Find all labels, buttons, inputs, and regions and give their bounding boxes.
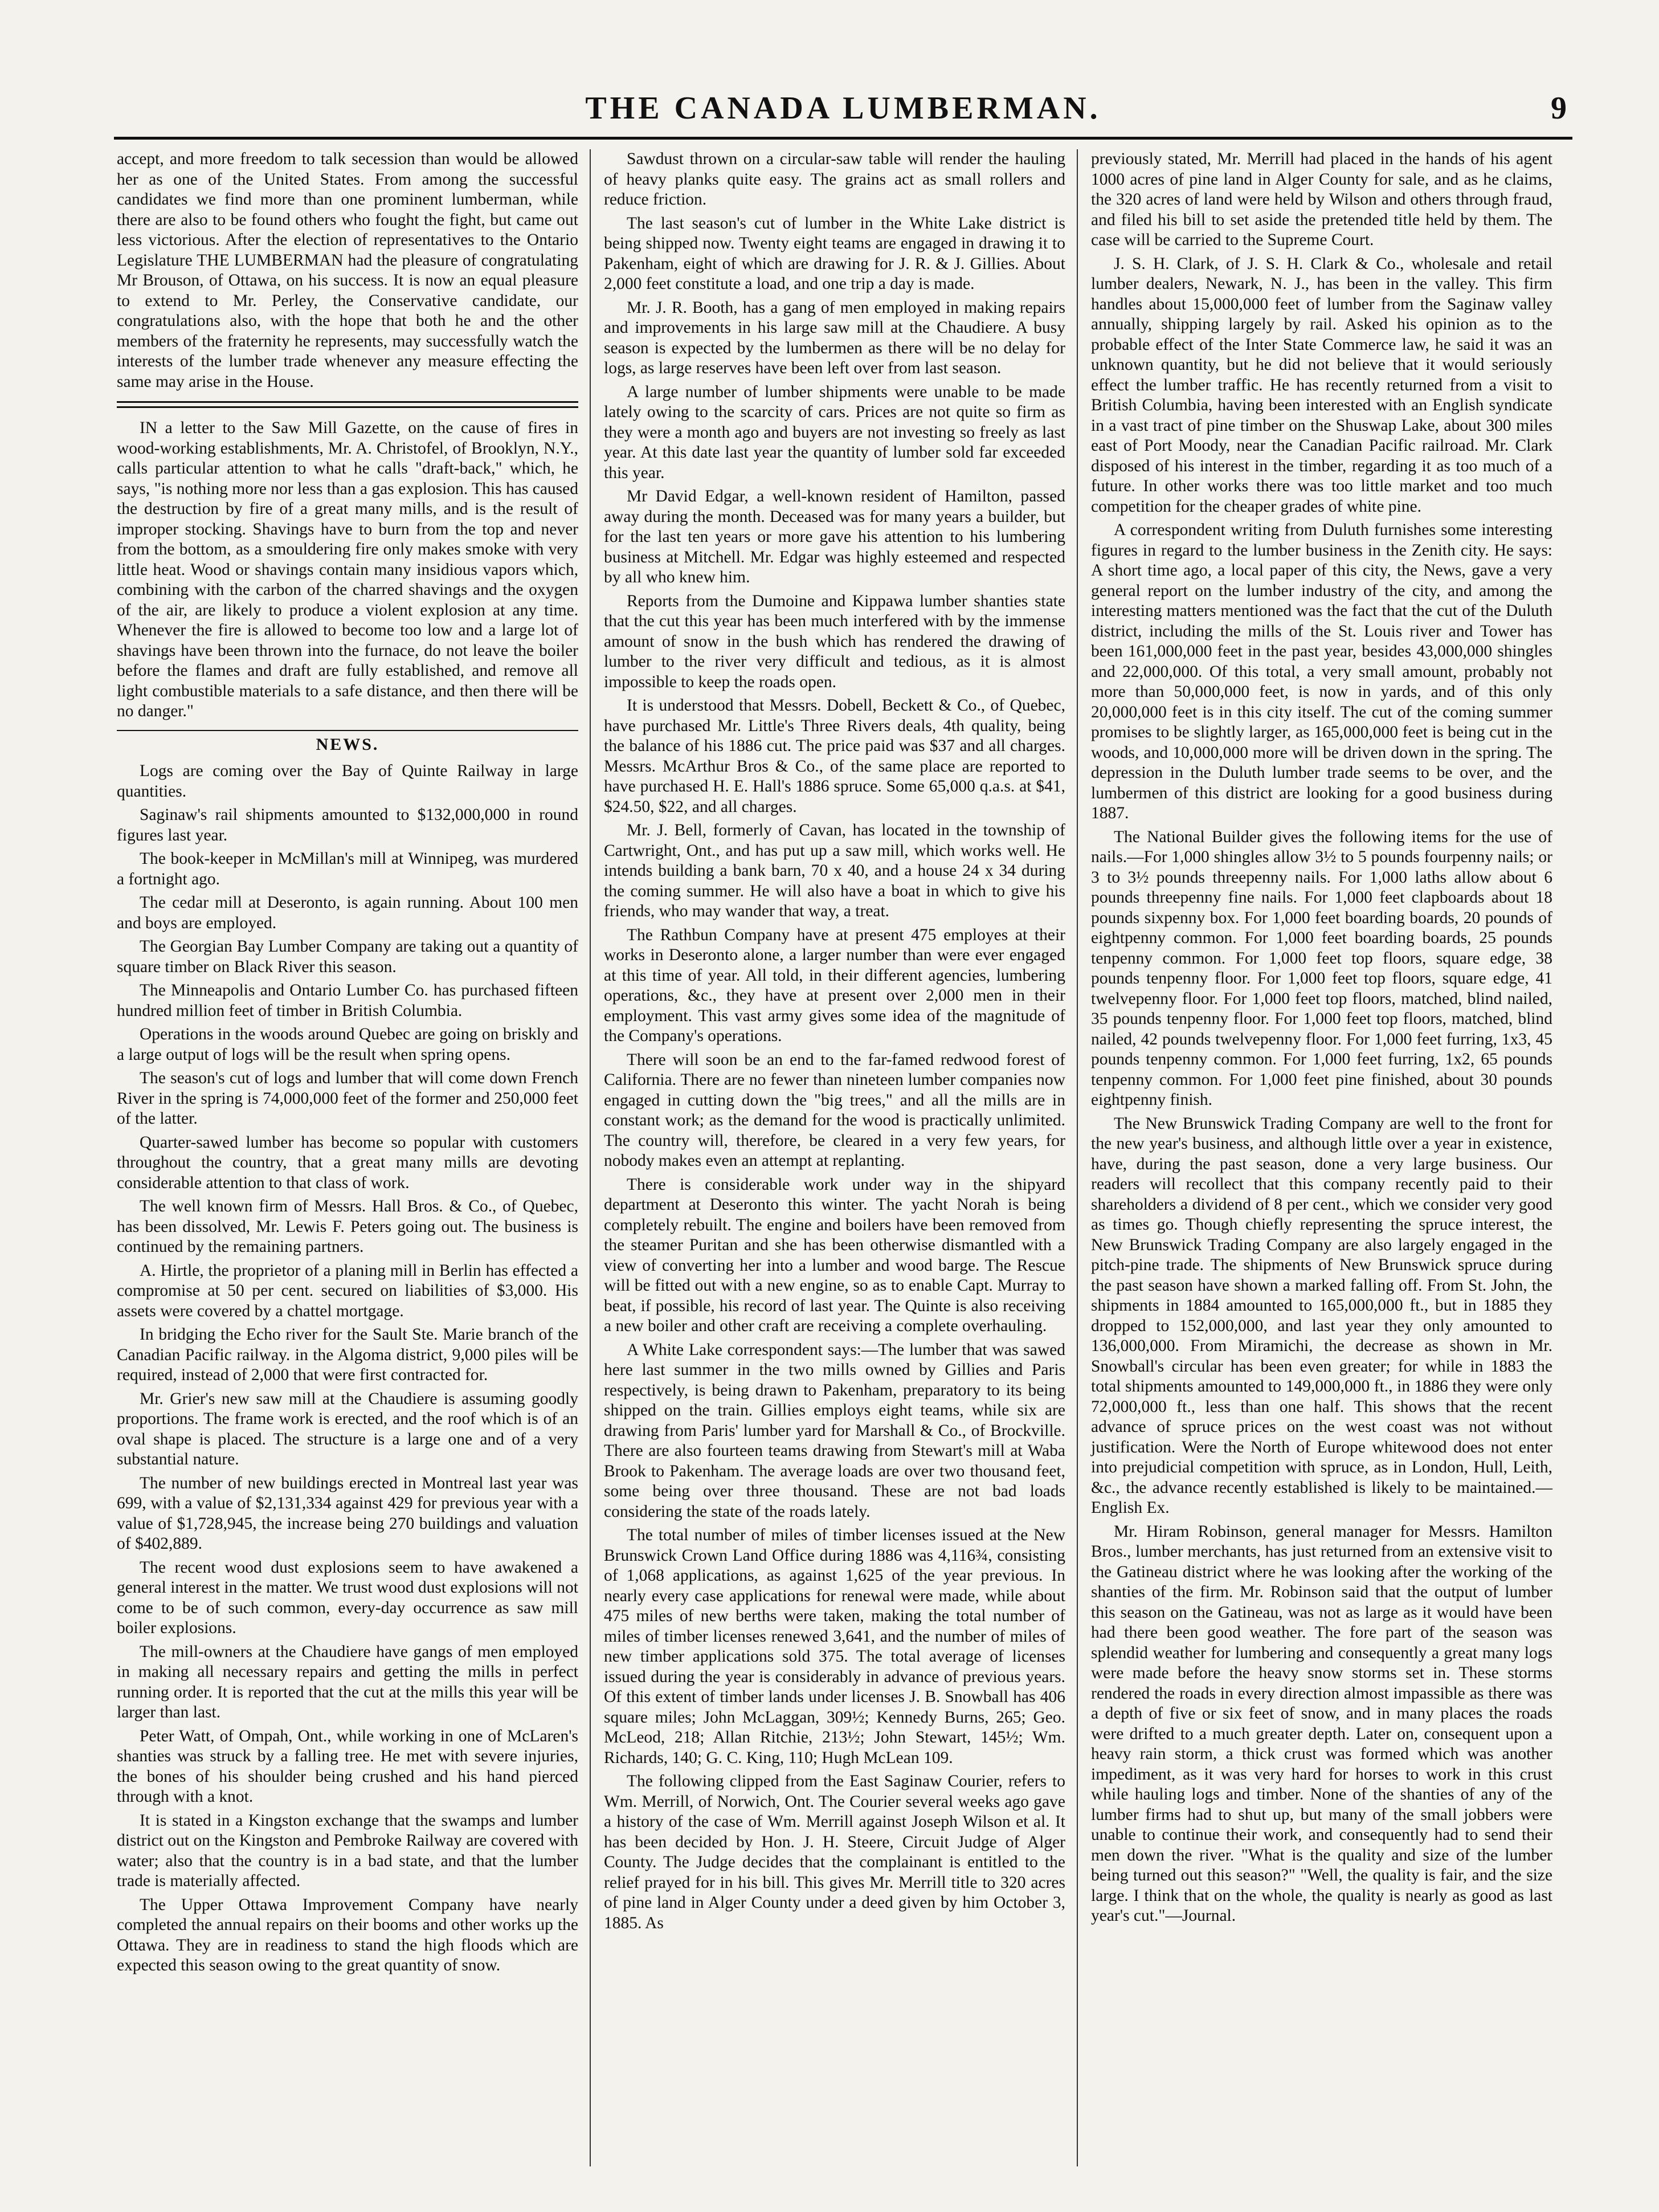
article-paragraph: accept, and more freedom to talk secession than would be allowed her as one of the United States. From among the successful candidates we find more than one prominent lumberman, while there are also to be found others who fought the fight, but came out less victorious. After the election of representatives to the Ontario Legislature THE LUMBERMAN had the pleasure of congratulating Mr Brouson, of Ottawa, on his success. It is now an equal pleasure to extend to Mr. Perley, the Conservative candidate, our congratulations also, with the hope that both he and the other members of the fraternity he represents, may successfully watch the interests of the lumber trade whenever any measure effecting the same may arise in the House.: [117, 150, 578, 391]
article-paragraph: There will soon be an end to the far-famed redwood forest of California. There are no fewer than nineteen lumber companies now engaged in cutting down the "big trees," and all the mills are in constant work; as the demand for the wood is practically unlimited. The country will, therefore, be cleared in a very few years, for nobody makes even an attempt at replanting.: [604, 1050, 1065, 1170]
article-paragraph: Mr. J. Bell, formerly of Cavan, has located in the township of Cartwright, Ont., and has put up a saw mill, which works well. He intends building a bank barn, 70 x 40, and a house 24 x 34 during the coming summer. He will also have a boat in which to give his friends, who may wander that way, a treat.: [604, 821, 1065, 920]
article-paragraph: It is stated in a Kingston exchange that the swamps and lumber district out on the Kingston and Pembroke Railway are covered with water; also that the country is in a bad state, and that the lumber trade is materially affected.: [117, 1811, 578, 1890]
article-paragraph: Mr David Edgar, a well-known resident of Hamilton, passed away during the month. Deceased was for many years a builder, but for the last ten years or more gave his attention to his lumbering business at Mitchell. Mr. Edgar was highly esteemed and respected by all who knew him.: [604, 487, 1065, 586]
article-paragraph: Quarter-sawed lumber has become so popular with customers throughout the country, that a great many mills are devoting considerable attention to that class of work.: [117, 1133, 578, 1192]
article-paragraph: The total number of miles of timber licenses issued at the New Brunswick Crown Land Office during 1886 was 4,116¾, consisting of 1,068 applications, as against 1,625 of the year previous. In nearly every case applications for renewal were made, while about 475 miles of new berths were taken, making the total number of miles of timber licenses renewed 3,641, and the number of miles of new timber applications sold 375. The total average of licenses issued during the year is considerably in advance of previous years. Of this extent of timber lands under licenses J. B. Snowball has 406 square miles; John McLaggan, 309½; Kennedy Burns, 265; Geo. McLeod, 218; Allan Ritchie, 213½; John Stewart, 145½; Wm. Richards, 140; G. C. King, 110; Hugh McLean 109.: [604, 1526, 1065, 1767]
article-paragraph: A correspondent writing from Duluth furnishes some interesting figures in regard to the lumber business in the Zenith city. He says: A short time ago, a local paper of this city, the News, gave a very general report on the lumber industry of the city, and among the interesting matters mentioned was the fact that the cut of the Duluth district, including the mills of the St. Louis river and Tower has been 161,000,000 feet in the past year, besides 43,000,000 shingles and 22,000,000. Of this total, a very small amount, probably not more than 50,000,000 feet, is now in yards, and of this only 20,000,000 feet is in this city itself. The cut of the coming summer promises to be slightly larger, as 165,000,000 feet is being cut in the woods, and 10,000,000 more will be driven down in the spring. The depression in the Duluth lumber trade seems to be over, and the lumbermen of this district are looking for a good business during 1887.: [1091, 521, 1552, 822]
article-paragraph: The well known firm of Messrs. Hall Bros. & Co., of Quebec, has been dissolved, Mr. Lewis F. Peters going out. The business is continued by the remaining partners.: [117, 1197, 578, 1256]
article-paragraph: J. S. H. Clark, of J. S. H. Clark & Co., wholesale and retail lumber dealers, Newark, N. J., has been in the valley. This firm handles about 15,000,000 feet of lumber from the Saginaw valley annually, shipping largely by rail. Asked his opinion as to the probable effect of the Inter State Commerce law, he said it was an unknown quantity, but he did not believe that it would seriously effect the lumber traffic. He has recently returned from a visit to British Columbia, having been interested with an English syndicate in a vast tract of pine timber on the Shuswap Lake, about 300 miles east of Port Moody, near the Canadian Pacific railroad. Mr. Clark disposed of his interest in the timber, regarding it as too much of a future. In other works there was too little market and too much competition for the cheaper grades of white pine.: [1091, 254, 1552, 516]
page-number: 9: [1551, 91, 1567, 126]
article-paragraph: The book-keeper in McMillan's mill at Winnipeg, was murdered a fortnight ago.: [117, 850, 578, 888]
column-1: [117, 149, 578, 1980]
article-paragraph: A White Lake correspondent says:—The lumber that was sawed here last summer in the two mills owned by Gillies and Paris respectively, is being drawn to Pakenham, preparatory to its being shipped on the train. Gillies employs eight teams, while six are drawing from Paris' lumber yard for Marshall & Co., of Brockville. There are also fourteen teams drawing from Stewart's mill at Waba Brook to Pakenham. The average loads are over two thousand feet, some being over three thousand. These are not bad loads considering the state of the roads lately.: [604, 1340, 1065, 1521]
article-paragraph: The mill-owners at the Chaudiere have gangs of men employed in making all necessary repairs and getting the mills in perfect running order. It is reported that the cut at the mills this year will be larger than last.: [117, 1642, 578, 1721]
column-2: [604, 149, 1065, 1937]
article-paragraph: The recent wood dust explosions seem to have awakened a general interest in the matter. We trust wood dust explosions will not come to be of such common, every-day occurrence as saw mill boiler explosions.: [117, 1558, 578, 1637]
article-paragraph: previously stated, Mr. Merrill had placed in the hands of his agent 1000 acres of pine land in Alger County for sale, and as he claims, the 320 acres of land were held by Wilson and others through fraud, and filed his bill to set aside the pretended title held by them. The case will be carried to the Supreme Court.: [1091, 150, 1552, 249]
article-paragraph: The last season's cut of lumber in the White Lake district is being shipped now. Twenty eight teams are engaged in drawing it to Pakenham, eight of which are drawing for J. R. & J. Gillies. About 2,000 feet constitute a load, and one trip a day is made.: [604, 214, 1065, 293]
page-header: [114, 85, 1572, 140]
article-paragraph: The National Builder gives the following items for the use of nails.—For 1,000 shingles allow 3½ to 5 pounds fourpenny nails; or 3 to 3½ pounds threepenny nails. For 1,000 laths allow about 6 pounds threepenny fine nails. For 1,000 feet clapboards about 18 pounds sixpenny box. For 1,000 feet boarding boards, 20 pounds of eightpenny common. For 1,000 feet boarding boards, 25 pounds tenpenny common. For 1,000 feet top floors, square edge, 38 pounds tenpenny floor. For 1,000 feet top floors, square edge, 41 twelvepenny floor. For 1,000 feet top floors, matched, blind nailed, 35 pounds tenpenny floor. For 1,000 feet top floors, matched, blind nailed, 42 pounds twelvepenny floor. For 1,000 feet furring, 1x3, 45 pounds tenpenny common. For 1,000 feet furring, 1x2, 65 pounds tenpenny common. For 1,000 feet pine finished, about 30 pounds eightpenny finish.: [1091, 827, 1552, 1109]
article-paragraph: The Georgian Bay Lumber Company are taking out a quantity of square timber on Black River this season.: [117, 937, 578, 976]
column-3: [1091, 149, 1552, 1930]
article-paragraph: The number of new buildings erected in Montreal last year was 699, with a value of $2,131,334 against 429 for previous year with a value of $1,728,945, the increase being 270 buildings and valuation of $402,889.: [117, 1474, 578, 1553]
article-paragraph: It is understood that Messrs. Dobell, Beckett & Co., of Quebec, have purchased Mr. Little's Three Rivers deals, 4th quality, being the balance of his 1886 cut. The price paid was $37 and all charges. Messrs. McArthur Bros & Co., of the same place are reported to have purchased H. E. Hall's 1886 spruce. Some 65,000 q.a.s. at $41, $24.50, $22, and all charges.: [604, 696, 1065, 816]
article-paragraph: IN a letter to the Saw Mill Gazette, on the cause of fires in wood-working establishments, Mr. A. Christofel, of Brooklyn, N.Y., calls particular attention to what he calls "draft-back," which, he says, "is nothing more nor less than a gas explosion. This has caused the destruction by fire of a great many mills, and is the result of improper stocking. Shavings have to burn from the top and never from the bottom, as a smouldering fire only makes smoke with very little heat. Wood or shavings contain many insidious vapors which, combining with the carbon of the charred shavings and the oxygen of the air, are likely to produce a violent explosion at any time. Whenever the fire is allowed to become too low and a large lot of shavings have been thrown into the furnace, do not leave the boiler before the flames and draft are fully established, and remove all light combustible materials to a safe distance, and then there will be no danger.": [117, 419, 578, 720]
article-paragraph: The season's cut of logs and lumber that will come down French River in the spring is 74,000,000 feet of the former and 250,000 feet of the latter.: [117, 1069, 578, 1128]
article-paragraph: Mr. Hiram Robinson, general manager for Messrs. Hamilton Bros., lumber merchants, has just returned from an extensive visit to the Gatineau district where he was looking after the working of the shanties of the firm. Mr. Robinson said that the output of lumber this season on the Gatineau, was not as large as it would have been had there been good weather. The fore part of the season was splendid weather for lumbering and consequently a great many logs were made before the heavy snow storms set in. These storms rendered the roads in every direction almost impassible as there was a depth of five or six feet of snow, and in many places the roads were drifted to a much greater depth. Later on, consequent upon a heavy rain storm, a thick crust was formed which was another impediment, as it was very hard for horses to work in this crust while hauling logs and timber. None of the shanties of any of the lumber firms had to shut up, but many of the small jobbers were unable to continue their work, and consequently had to send their men down the river. "What is the quality and size of the lumber being turned out this season?" "Well, the quality is fair, and the size large. I think that on the whole, the quality is nearly as good as last year's cut."—Journal.: [1091, 1522, 1552, 1925]
section-heading: NEWS.: [117, 730, 578, 755]
article-paragraph: The Upper Ottawa Improvement Company have nearly completed the annual repairs on their booms and other works up the Ottawa. They are in readiness to stand the high floods which are expected this season owing to the great quantity of snow.: [117, 1895, 578, 1974]
article-paragraph: Operations in the woods around Quebec are going on briskly and a large output of logs will be the result when spring opens.: [117, 1025, 578, 1064]
article-paragraph: A large number of lumber shipments were unable to be made lately owing to the scarcity of cars. Prices are not quite so firm as they were a month ago and buyers are not investing so freely as last year. At this date last year the quantity of lumber sold far exceeded this year.: [604, 382, 1065, 482]
article-paragraph: The Minneapolis and Ontario Lumber Co. has purchased fifteen hundred million feet of timber in British Columbia.: [117, 981, 578, 1020]
article-paragraph: The Rathbun Company have at present 475 employes at their works in Deseronto alone, a larger number than were ever engaged at this time of year. All told, in their different agencies, lumbering operations, &c., they have at present over 2,000 men in their employment. This vast army gives some idea of the magnitude of the Company's operations.: [604, 925, 1065, 1045]
article-paragraph: The following clipped from the East Saginaw Courier, refers to Wm. Merrill, of Norwich, Ont. The Courier several weeks ago gave a history of the case of Wm. Merrill against Joseph Wilson et al. It has been decided by Hon. J. H. Steere, Circuit Judge of Alger County. The Judge decides that the complainant is entitled to the relief prayed for in his bill. This gives Mr. Merrill title to 320 acres of pine land in Alger County under a deed given by him October 3, 1885. As: [604, 1772, 1065, 1932]
article-paragraph: Sawdust thrown on a circular-saw table will render the hauling of heavy planks quite easy. The grains act as small rollers and reduce friction.: [604, 150, 1065, 209]
article-paragraph: There is considerable work under way in the shipyard department at Deseronto this winter. The yacht Norah is being completely rebuilt. The engine and boilers have been removed from the steamer Puritan and she has been otherwise dismantled with a view of converting her into a lumber and wood barge. The Rescue will be fitted out with a new engine, so as to enable Capt. Murray to beat, if possible, his record of last year. The Quinte is also receiving a new boiler and other craft are receiving a complete overhauling.: [604, 1175, 1065, 1335]
article-paragraph: A. Hirtle, the proprietor of a planing mill in Berlin has effected a compromise at 50 per cent. secured on liabilities of $3,000. His assets were covered by a chattel mortgage.: [117, 1261, 578, 1320]
article-paragraph: Logs are coming over the Bay of Quinte Railway in large quantities.: [117, 762, 578, 801]
column-rule: [1077, 149, 1078, 2166]
article-paragraph: Saginaw's rail shipments amounted to $132,000,000 in round figures last year.: [117, 806, 578, 844]
article-paragraph: Mr. Grier's new saw mill at the Chaudiere is assuming goodly proportions. The frame work is erected, and the roof which is of an oval shape is placed. The structure is a large one and of a very substantial nature.: [117, 1389, 578, 1468]
article-paragraph: In bridging the Echo river for the Sault Ste. Marie branch of the Canadian Pacific railway. in the Algoma district, 9,000 piles will be required, instead of 2,000 that were first contracted for.: [117, 1325, 578, 1384]
article-paragraph: Peter Watt, of Ompah, Ont., while working in one of McLaren's shanties was struck by a falling tree. He met with severe injuries, the bones of his shoulder being crushed and his hand pierced through with a knot.: [117, 1727, 578, 1806]
article-paragraph: The New Brunswick Trading Company are well to the front for the new year's business, and although little over a year in existence, have, during the past season, done a very large business. Our readers will recollect that this company recently paid to their shareholders a dividend of 8 per cent., which we consider very good as times go. Though chiefly representing the spruce interest, the New Brunswick Trading Company are also largely engaged in the pitch-pine trade. The shipments of New Brunswick spruce during the past season have shown a marked falling off. From St. John, the shipments in 1884 amounted to 165,000,000 ft., but in 1885 they dropped to 152,000,000, and last year they only amounted to 136,000,000. From Miramichi, the decrease as shown in Mr. Snowball's circular has been even greater; for while in 1883 the total shipments amounted to 149,000,000 ft., in 1886 they were only 72,000,000 ft., less than one half. This shows that the recent advance of spruce prices on the west coast was not without justification. Were the North of Europe whitewood does not enter into prejudicial competition with spruce, as in London, Hull, Leith, &c., the advance recently established is likely to be maintained.—English Ex.: [1091, 1114, 1552, 1517]
article-paragraph: Mr. J. R. Booth, has a gang of men employed in making repairs and improvements in his large saw mill at the Chaudiere. A busy season is expected by the lumbermen as there will be no delay for logs, as large reserves have been left over from last season.: [604, 298, 1065, 377]
column-rule: [590, 149, 591, 2166]
masthead-title: THE CANADA LUMBERMAN.: [585, 91, 1101, 126]
article-paragraph: Reports from the Dumoine and Kippawa lumber shanties state that the cut this year has been much interfered with by the immense amount of snow in the bush which has rendered the drawing of lumber to the river very difficult and tedious, as it is almost impossible to keep the roads open.: [604, 591, 1065, 691]
section-divider: [117, 401, 578, 408]
article-paragraph: The cedar mill at Deseronto, is again running. About 100 men and boys are employed.: [117, 893, 578, 932]
